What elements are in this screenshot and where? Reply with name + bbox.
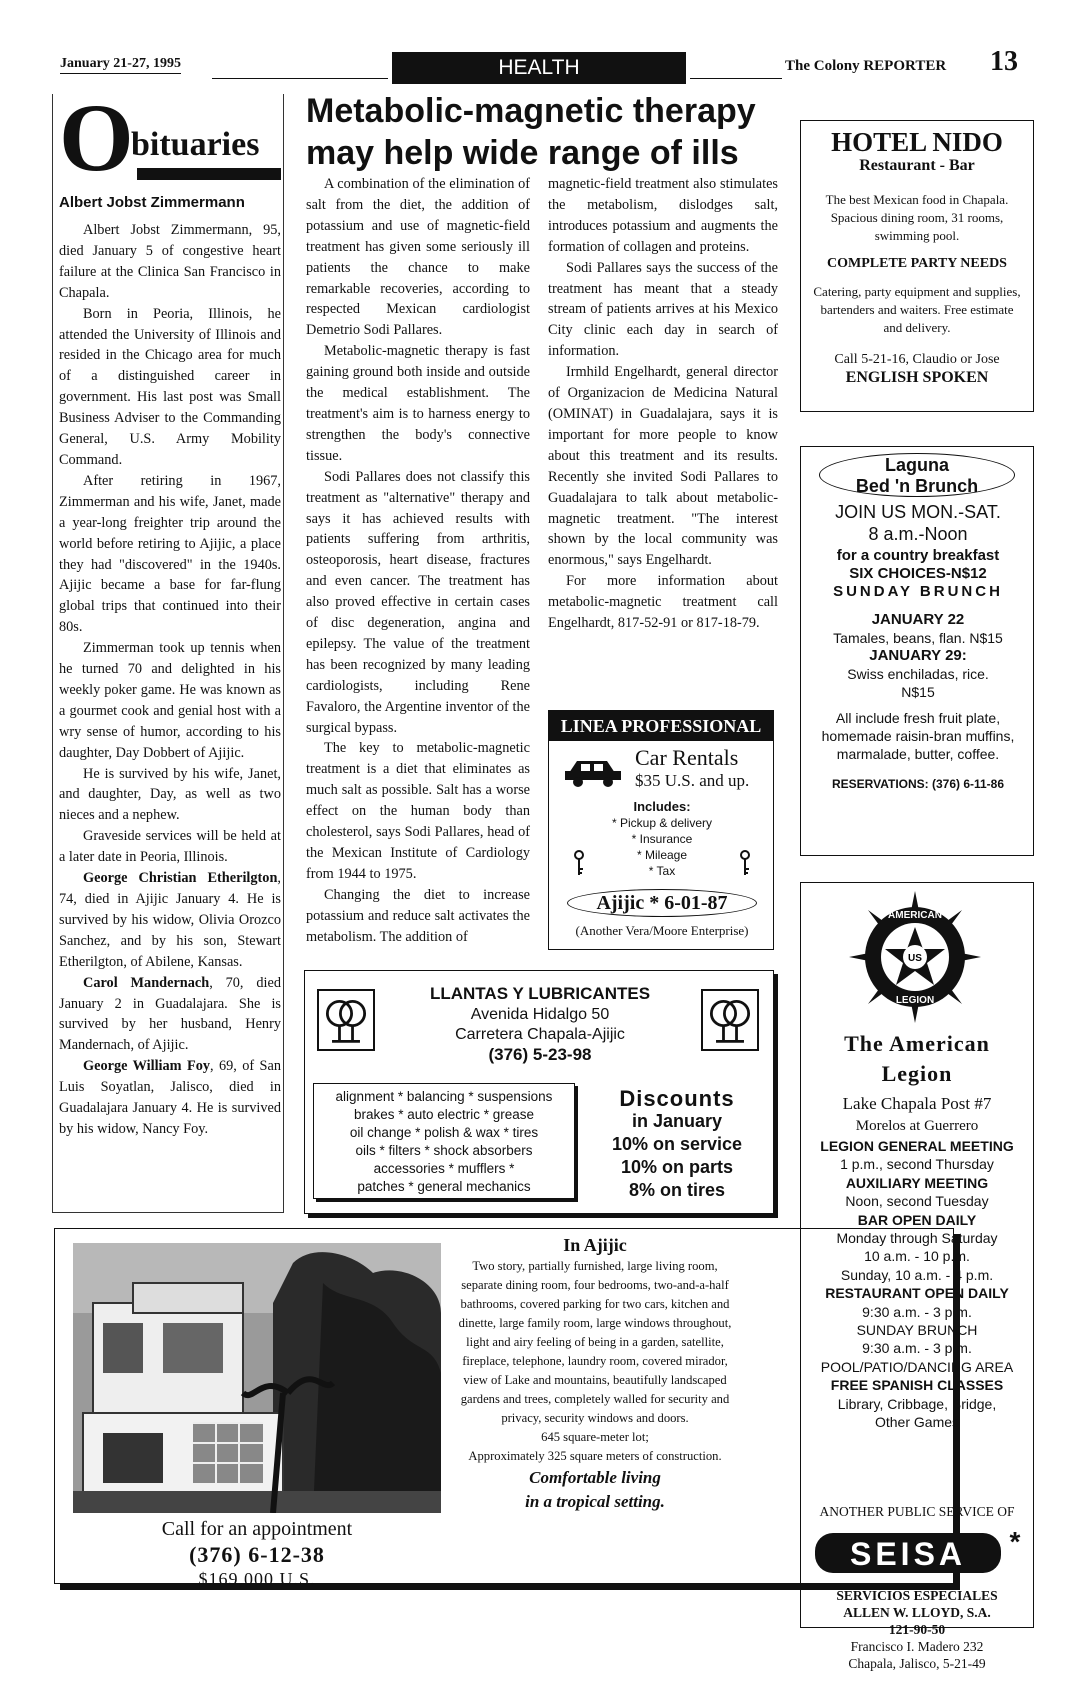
obituary-entry-name: George William Foy bbox=[83, 1058, 211, 1075]
discount-line: 10% on parts bbox=[620, 1157, 734, 1177]
legion-schedule-line: 1 p.m., second Thursday bbox=[840, 1156, 994, 1173]
obituary-entry-name: George Christian Etherilgton bbox=[83, 870, 278, 887]
llantas-service-line: alignment * balancing * suspensions bbox=[335, 1089, 553, 1104]
obituary-paragraph: Graveside services will be held at a later date in Peoria, Illinois. bbox=[59, 828, 281, 866]
discount-line: 10% on service bbox=[611, 1134, 743, 1154]
house-tagline: Comfortable living bbox=[529, 1468, 661, 1487]
llantas-title: LLANTAS Y LUBRICANTES bbox=[429, 984, 651, 1003]
header-rule bbox=[690, 78, 782, 79]
house-phone: (376) 6-12-38 bbox=[189, 1542, 325, 1567]
house-photo bbox=[73, 1243, 441, 1513]
seisa-logo-text: SEISA bbox=[849, 1536, 967, 1572]
obituaries-heading bbox=[57, 84, 281, 191]
obituaries-drop-cap: O bbox=[59, 84, 134, 191]
legion-schedule-line: 9:30 a.m. - 3 p.m. bbox=[862, 1303, 972, 1320]
llantas-service-line: oils * filters * shock absorbers bbox=[355, 1143, 533, 1158]
house-desc: Two story, partially furnished, large living room, separate dining room, four bedrooms, two-and-a-half bathrooms, covered parking for two cars, kitchen and dinette, large family room, large windows throughout, light and airy feeling of being in a garden, satellite, fireplace, telephone, laundry room, covered mirador, view of Lake and mountains, beautifully landscaped gardens and trees, completely walled for security and privacy, security windows and doors. bbox=[458, 1259, 732, 1425]
legion-schedule-line: Noon, second Tuesday bbox=[845, 1193, 989, 1210]
linea-footer: (Another Vera/Moore Enterprise) bbox=[575, 923, 749, 938]
linea-include-item: * Pickup & delivery bbox=[611, 816, 713, 830]
legion-footer-line: ALLEN W. LLOYD, S.A. bbox=[843, 1605, 991, 1620]
ad-english: ENGLISH SPOKEN bbox=[845, 369, 989, 386]
laguna-include: All include fresh fruit plate, homemade raisin-bran muffins, marmalade, butter, coffee. bbox=[821, 710, 1015, 762]
seisa-logo-icon bbox=[809, 1523, 1025, 1583]
llantas-discounts bbox=[587, 1087, 767, 1202]
linea-include-item: * Tax bbox=[648, 864, 676, 878]
laguna-hours: 8 a.m.-Noon bbox=[868, 524, 968, 544]
legion-footer-line: Chapala, Jalisco, 5-21-49 bbox=[848, 1656, 986, 1671]
car-icon bbox=[563, 753, 623, 789]
issue-date: January 21-27, 1995 bbox=[60, 56, 181, 74]
article-paragraph: Irmhild Engelhardt, general director of Organizacion de Medicina Natural (OMINAT) in Guadalajara, says it is important for more people to know about this treatment and its results. Recently she invited Sodi Pallares to Guadalajara to talk about metabolic-magnetic treatment. "The interest shown by the local community was enormous," says Engelhardt. bbox=[548, 364, 778, 569]
article-paragraph: The key to metabolic-magnetic treatment is a diet that eliminates as much salt as possible. Salt has a worse effect on the human body than cholesterol, says Sodi Pallares, head of the Mexican Institute of Cardiology from 1944 to 1975. bbox=[306, 740, 530, 882]
legion-footer-line: Francisco I. Madero 232 bbox=[850, 1639, 984, 1654]
linea-include-item: * Mileage bbox=[636, 848, 688, 862]
laguna-for: for a country breakfast bbox=[836, 547, 1000, 564]
emblem-bottom-text: LEGION bbox=[895, 995, 935, 1006]
obituary-paragraph: After retiring in 1967, Zimmerman and his wife, Janet, made a year-long freighter trip around the world before retiring to Ajijic, a place they had "discovered" in the 1940s. Ajijic became a base for far-flung global trips that continued into their 80s. bbox=[59, 472, 281, 636]
obituaries-title: bituaries bbox=[131, 126, 260, 163]
article-paragraph: For more information about metabolic-magnetic treatment call Engelhardt, 817-52-91 or 817-18-79. bbox=[548, 573, 778, 632]
discount-line: 8% on tires bbox=[628, 1180, 726, 1200]
obituary-entry bbox=[59, 973, 281, 1057]
legion-schedule-line: POOL/PATIO/DANCING AREA bbox=[820, 1358, 1014, 1375]
legion-schedule bbox=[803, 1137, 1031, 1432]
house-construction: Approximately 325 square meters of construction. bbox=[468, 1449, 722, 1463]
obituary-entry-name: Carol Mandernach bbox=[83, 974, 210, 991]
llantas-address-line: Carretera Chapala-Ajijic bbox=[455, 1026, 625, 1043]
laguna-sunday: SUNDAY BRUNCH bbox=[833, 583, 1003, 600]
linea-include-item: * Insurance bbox=[631, 832, 693, 846]
obituaries-column bbox=[52, 84, 284, 1213]
legion-post: Lake Chapala Post #7 bbox=[842, 1094, 992, 1113]
ad-subtitle: Restaurant - Bar bbox=[859, 157, 975, 174]
laguna-choices: SIX CHOICES-N$12 bbox=[849, 565, 987, 582]
legion-schedule-line: AUXILIARY MEETING bbox=[845, 1174, 989, 1191]
linea-car-rentals: Car Rentals bbox=[635, 745, 739, 770]
ad-party-heading: COMPLETE PARTY NEEDS bbox=[827, 256, 1007, 271]
legion-schedule-line: Sunday, 10 a.m. - 4 p.m. bbox=[840, 1266, 994, 1283]
laguna-name-sub: Bed 'n Brunch bbox=[855, 476, 979, 496]
key-icon bbox=[573, 849, 585, 877]
legion-footer-line: 121-90-50 bbox=[888, 1622, 946, 1637]
article-column-1 bbox=[306, 174, 530, 948]
legion-name bbox=[801, 1029, 1033, 1089]
obituary-paragraph: He is survived by his wife, Janet, and daughter, Day, as well as two nieces and a nephew. bbox=[59, 765, 281, 824]
laguna-body bbox=[805, 501, 1031, 793]
laguna-jan29: JANUARY 29: bbox=[869, 647, 967, 664]
laguna-jan29-menu: Swiss enchiladas, rice. N$15 bbox=[847, 666, 989, 700]
llantas-address-line: Avenida Hidalgo 50 bbox=[470, 1006, 610, 1023]
article-paragraph: magnetic-field treatment also stimulates the metabolism, dislodges salt, introduces potassium and augments the formation of collagen and proteins. bbox=[548, 176, 778, 255]
obituary-body bbox=[59, 220, 281, 1140]
legion-schedule-line: 10 a.m. - 10 p.m. bbox=[864, 1248, 970, 1265]
llantas-phone: (376) 5-23-98 bbox=[488, 1045, 592, 1064]
discount-heading: Discounts bbox=[619, 1086, 735, 1111]
obituary-entry bbox=[59, 868, 281, 973]
legion-schedule-line: FREE SPANISH CLASSES bbox=[830, 1377, 1004, 1394]
obituary-paragraph: Born in Peoria, Illinois, he attended the University of Illinois and resided in the Chicago area for much of a distinguished career in government. His last post was Small Business Adviser to the Commanding General, U.S. Army Mobility Command. bbox=[59, 305, 281, 468]
obituary-paragraph: Zimmerman took up tennis when he turned 70 and delighted in his weekly poker game. He was known as a gourmet cook and genial host with a wry sense of humor, according to his daughter, Day Dobbert of Ajijic. bbox=[59, 640, 281, 761]
key-icon bbox=[739, 849, 751, 877]
house-price: $169,000 U.S. bbox=[198, 1569, 316, 1589]
linea-title: LINEA PROFESSIONAL bbox=[549, 711, 773, 741]
llantas-logo-icon bbox=[317, 989, 375, 1051]
llantas-service-line: oil change * polish & wax * tires bbox=[349, 1125, 539, 1140]
article-paragraph: Sodi Pallares says the success of the treatment has meant that a steady stream of patients arrives at his Mexico City clinic each day in search of information. bbox=[548, 259, 778, 360]
linea-includes-label: Includes: bbox=[633, 799, 691, 814]
llantas-address bbox=[385, 1005, 695, 1065]
house-cta bbox=[73, 1517, 441, 1592]
article-headline: Metabolic-magnetic therapy may help wide range of ills bbox=[306, 92, 756, 172]
legion-service: ANOTHER PUBLIC SERVICE OF bbox=[819, 1504, 1015, 1519]
house-description bbox=[455, 1233, 735, 1514]
page-number: 13 bbox=[990, 46, 1018, 77]
ad-call: Call 5-21-16, Claudio or Jose bbox=[834, 352, 1000, 367]
legion-schedule-line: LEGION GENERAL MEETING bbox=[820, 1138, 1014, 1154]
linea-professional-ad bbox=[548, 710, 774, 950]
article-paragraph: Sodi Pallares does not classify this treatment as "alternative" therapy and says it has achieved results with patients suffering from arthritis, osteoporosis, heart disease, fractures and even cancer. The treatment has also proved effective in certain cases of disc degeneration, angina and epilepsy. The value of the treatment has been recognized by many leading cardiologists, including Rene Favaloro, the Argentine inventor of the surgical bypass. bbox=[306, 468, 530, 736]
llantas-service-line: patches * general mechanics bbox=[357, 1179, 531, 1194]
linea-phone: Ajijic * 6-01-87 bbox=[567, 889, 757, 917]
llantas-logo-icon bbox=[701, 989, 759, 1051]
emblem-top-text: AMERICAN bbox=[888, 910, 942, 921]
legion-schedule-line: Monday through Saturday bbox=[836, 1230, 998, 1247]
emblem-mid-text: US bbox=[908, 953, 922, 964]
ad-title: HOTEL NIDO bbox=[831, 127, 1003, 157]
article-paragraph: Changing the diet to increase potassium and reduce salt activates the metabolism. The addition of bbox=[306, 886, 530, 945]
legion-name-line: The American bbox=[844, 1031, 990, 1056]
legion-schedule-line: Library, Cribbage, Bridge, bbox=[837, 1395, 997, 1412]
llantas-service-line: accessories * mufflers * bbox=[373, 1161, 515, 1176]
house-lot: 645 square-meter lot; bbox=[541, 1430, 649, 1444]
obituary-entry bbox=[59, 1056, 281, 1140]
llantas-ad bbox=[304, 970, 774, 1214]
legion-schedule-line: 9:30 a.m. - 3 p.m. bbox=[862, 1340, 972, 1357]
llantas-services bbox=[313, 1083, 575, 1199]
legion-address: Morelos at Guerrero bbox=[855, 1118, 979, 1134]
house-title: In Ajijic bbox=[563, 1235, 627, 1255]
section-label: HEALTH bbox=[392, 52, 686, 84]
ad-party-description: Catering, party equipment and supplies, bartenders and waiters. Free estimate and delivery. bbox=[813, 284, 1021, 335]
llantas-service-line: brakes * auto electric * grease bbox=[353, 1107, 535, 1122]
obituary-entry-text: , 69, of San Luis Soyatlan, Jalisco, died in Guadalajara January 4. He is survived by his widow, Nancy Foy. bbox=[59, 1058, 282, 1137]
obituary-name: Albert Jobst Zimmermann bbox=[59, 194, 245, 211]
legion-name-line: Legion bbox=[881, 1061, 953, 1086]
legion-schedule-line: Other Games bbox=[874, 1414, 960, 1431]
logo-asterisk: * bbox=[1009, 1526, 1021, 1557]
obituary-entry-text: , 70, died January 2 in Guadalajara. She is survived by her husband, Henry Mandernach, of Ajijic. bbox=[59, 974, 281, 1054]
header-rule bbox=[212, 78, 388, 79]
discount-line: in January bbox=[631, 1111, 723, 1131]
linea-price: $35 U.S. and up. bbox=[635, 771, 750, 790]
legion-schedule-line: BAR OPEN DAILY bbox=[857, 1211, 977, 1228]
laguna-name: Laguna bbox=[884, 455, 949, 475]
legion-footer-line: SERVICIOS ESPECIALES bbox=[836, 1588, 998, 1603]
hotel-nido-ad bbox=[800, 120, 1034, 412]
legion-schedule-line: RESTAURANT OPEN DAILY bbox=[825, 1285, 1009, 1302]
house-photo-image bbox=[73, 1243, 441, 1513]
legion-body bbox=[803, 1093, 1031, 1432]
laguna-jan22-menu: Tamales, beans, flan. N$15 bbox=[833, 630, 1003, 646]
laguna-join: JOIN US MON.-SAT. bbox=[835, 502, 1001, 522]
ad-description: The best Mexican food in Chapala. Spacious dining room, 31 rooms, swimming pool. bbox=[825, 192, 1009, 243]
laguna-reservations: RESERVATIONS: (376) 6-11-86 bbox=[831, 777, 1005, 791]
laguna-ad bbox=[800, 446, 1034, 856]
paper-name: The Colony REPORTER bbox=[785, 58, 947, 74]
laguna-jan22: JANUARY 22 bbox=[871, 611, 965, 628]
obituary-entry-text: , 74, died in Ajijic January 4. He is survived by his widow, Olivia Orozco Sanchez, and by his son, Stewart Etherilgton, of Abilene, Kansas. bbox=[59, 870, 281, 970]
american-legion-ad bbox=[800, 882, 1034, 1671]
legion-schedule-line: SUNDAY BRUNCH bbox=[856, 1322, 978, 1339]
heading-bar bbox=[137, 168, 281, 180]
obituary-paragraph: Albert Jobst Zimmermann, 95, died January 5 of congestive heart failure at the Clinica San Francisco in Chapala. bbox=[59, 222, 281, 301]
article-paragraph: Metabolic-magnetic therapy is fast gaining ground both inside and outside the medical establishment. The treatment's aim is to harness energy to strengthen the body's connective tissue. bbox=[306, 343, 530, 464]
article-paragraph: A combination of the elimination of salt from the diet, the addition of potassium and use of magnetic-field treatment has given some seriously ill patients the chance to make remarkable recoveries, according to respected Mexican cardiologist Demetrio Sodi Pallares. bbox=[306, 176, 530, 339]
legion-footer bbox=[801, 1587, 1033, 1672]
article-column-2 bbox=[548, 174, 778, 634]
laguna-name-oval bbox=[819, 453, 1015, 497]
house-tagline: in a tropical setting. bbox=[525, 1492, 665, 1511]
house-cta-text: Call for an appointment bbox=[161, 1518, 353, 1540]
legion-emblem-icon bbox=[849, 891, 981, 1023]
